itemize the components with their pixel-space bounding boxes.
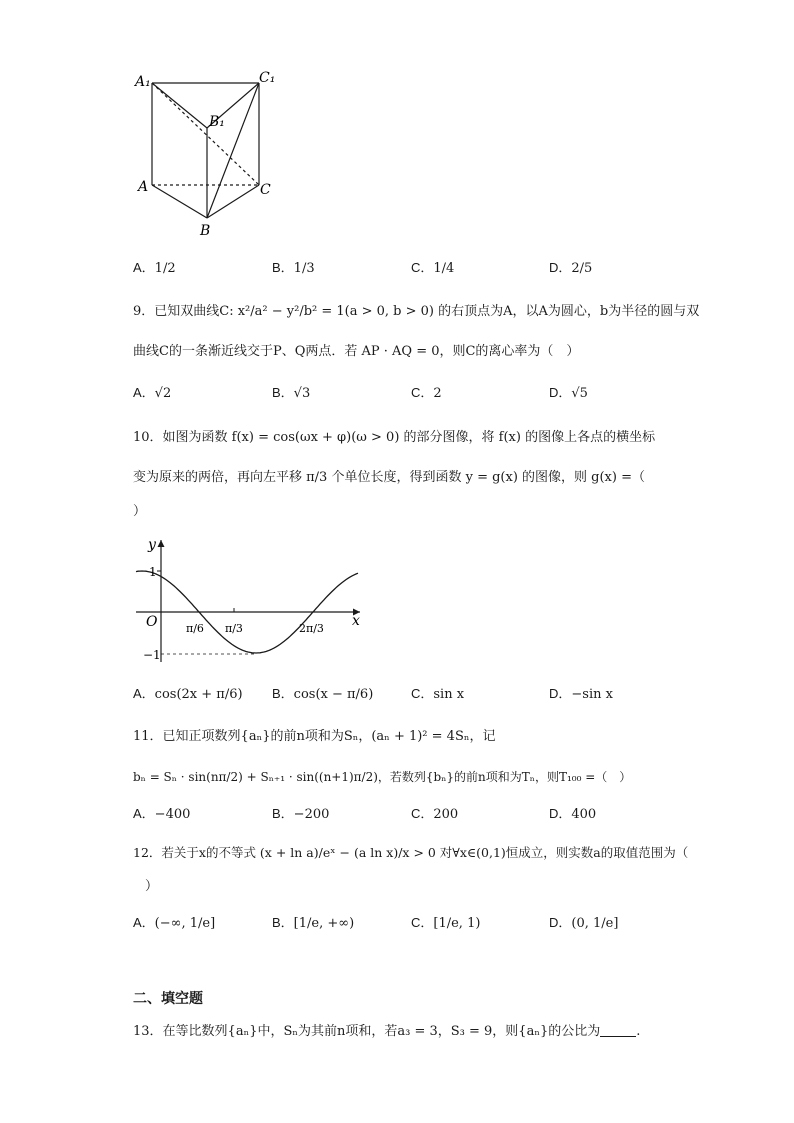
label-C: C — [260, 182, 271, 198]
q9-option-c[interactable]: C．2 — [411, 385, 442, 401]
label-x-2pi3: 2π/3 — [299, 622, 324, 635]
q9-option-d[interactable]: D．√5 — [549, 385, 588, 401]
q13-answer-blank[interactable] — [600, 1024, 636, 1037]
q8-option-c[interactable]: C．1/4 — [411, 260, 455, 276]
q9-stem-line1: 9．已知双曲线C: x²/a² − y²/b² = 1(a > 0, b > 0) 的右顶点为A，以A为圆心，b为半径的圆与双 — [133, 304, 700, 319]
cosine-graph — [130, 532, 370, 672]
label-A1: A₁ — [135, 74, 151, 90]
q8-option-d[interactable]: D．2/5 — [549, 260, 593, 276]
q13-text: 13．在等比数列{aₙ}中，Sₙ为其前n项和，若a₃ = 3，S₃ = 9，则{aₙ}的公比为 — [133, 1024, 601, 1039]
q12-option-a[interactable]: A．(−∞, 1/e] — [133, 915, 216, 931]
q10-stem-line2: 变为原来的两倍，再向左平移 π/3 个单位长度，得到函数 y = g(x) 的图像，则 g(x) =（ — [133, 470, 645, 485]
q11-stem-line1: 11．已知正项数列{aₙ}的前n项和为Sₙ，(aₙ + 1)² = 4Sₙ，记 — [133, 729, 496, 744]
prism-figure — [130, 62, 290, 242]
q10-stem-line1: 10．如图为函数 f(x) = cos(ωx + φ)(ω > 0) 的部分图像，将 f(x) 的图像上各点的横坐标 — [133, 430, 656, 445]
q9-option-b[interactable]: B．√3 — [272, 385, 311, 401]
q11-stem-line2: bₙ = Sₙ · sin(nπ/2) + Sₙ₊₁ · sin((n+1)π/2)，若数列{bₙ}的前n项和为Tₙ，则T₁₀₀ =（ ） — [133, 770, 632, 784]
label-A: A — [138, 179, 149, 195]
label-B1: B₁ — [209, 114, 225, 130]
q10-option-c[interactable]: C．sin x — [411, 686, 465, 702]
q9-stem-line2: 曲线C的一条渐近线交于P、Q两点．若 AP · AQ = 0，则C的离心率为（ ） — [133, 344, 580, 359]
label-C1: C₁ — [259, 70, 276, 86]
q13-stem — [133, 1022, 640, 1042]
label-x-pi3: π/3 — [225, 622, 243, 635]
q10-option-a[interactable]: A．cos(2x + π/6) — [133, 686, 243, 702]
q12-option-b[interactable]: B．[1/e, +∞) — [272, 915, 355, 931]
q8-option-b[interactable]: B．1/3 — [272, 260, 315, 276]
q10-option-b[interactable]: B．cos(x − π/6) — [272, 686, 374, 702]
label-y-axis: y — [148, 537, 156, 553]
q10-option-d[interactable]: D．−sin x — [549, 686, 613, 702]
label-x-pi6: π/6 — [186, 622, 204, 635]
q8-option-a[interactable]: A．1/2 — [133, 260, 176, 276]
q9-option-a[interactable]: A．√2 — [133, 385, 172, 401]
section-title-fill-blank: 二、填空题 — [133, 990, 203, 1006]
label-x-axis: x — [352, 613, 360, 629]
label-B: B — [200, 223, 211, 239]
label-origin: O — [146, 614, 158, 630]
q11-option-b[interactable]: B．−200 — [272, 806, 330, 822]
q11-option-d[interactable]: D．400 — [549, 806, 597, 822]
q13-end: . — [636, 1024, 641, 1039]
q12-stem-line1: 12．若关于x的不等式 (x + ln a)/eˣ − (a ln x)/x > 0 对∀x∈(0,1)恒成立，则实数a的取值范围为（ — [133, 845, 689, 860]
label-y-1: 1 — [149, 565, 157, 579]
q11-option-a[interactable]: A．−400 — [133, 806, 191, 822]
q12-option-c[interactable]: C．[1/e, 1) — [411, 915, 481, 931]
q11-option-c[interactable]: C．200 — [411, 806, 459, 822]
q10-stem-line3: ） — [133, 504, 147, 519]
q12-stem-line2: ） — [145, 879, 159, 894]
q12-option-d[interactable]: D．(0, 1/e] — [549, 915, 619, 931]
label-y-neg1: −1 — [143, 648, 161, 662]
